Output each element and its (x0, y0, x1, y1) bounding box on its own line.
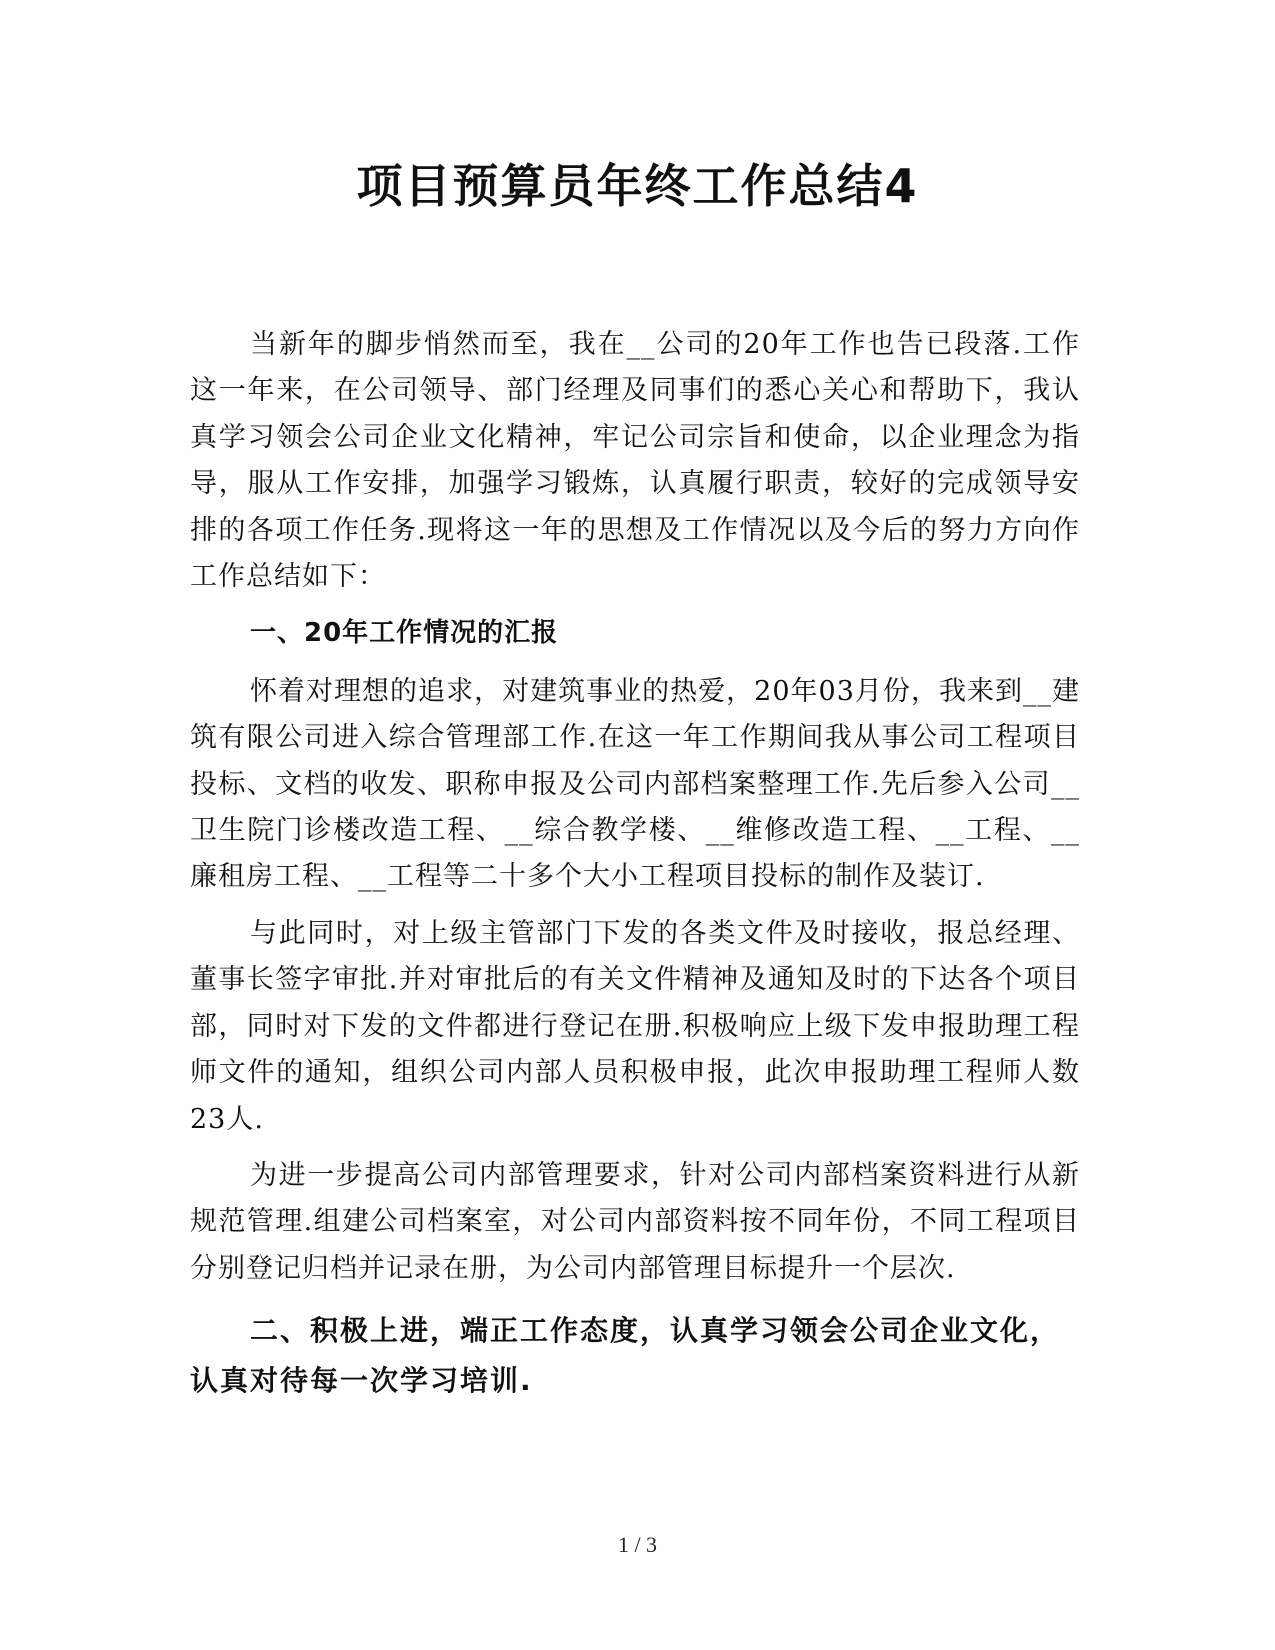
page-number: 1 / 3 (617, 1532, 658, 1557)
document-body (190, 322, 1080, 1418)
section-heading-2: 二、积极上进，端正工作态度，认真学习领会公司企业文化，认真对待每一次学习培训. (190, 1314, 1061, 1398)
body-paragraph: 怀着对理想的追求，对建筑事业的热爱，20年03月份，我来到__建筑有限公司进入综合管理部工作.在这一年工作期间我从事公司工程项目投标、文档的收发、职称申报及公司内部档案整理工作.先后参入公司__卫生院门诊楼改造工程、__综合教学楼、__维修改造工程、__工程、__廉租房工程、__工程等二十多个大小工程项目投标的制作及装订. (190, 675, 1080, 893)
body-paragraph: 为进一步提高公司内部管理要求，针对公司内部档案资料进行从新规范管理.组建公司档案室，对公司内部资料按不同年份，不同工程项目分别登记归档并记录在册，为公司内部管理目标提升一个层次. (190, 1159, 1080, 1284)
section-heading-1: 一、20年工作情况的汇报 (250, 618, 559, 649)
intro-paragraph: 当新年的脚步悄然而至，我在__公司的20年工作也告已段落.工作这一年来，在公司领导、部门经理及同事们的悉心关心和帮助下，我认真学习领会公司企业文化精神，牢记公司宗旨和使命，以企业理念为指导，服从工作安排，加强学习锻炼，认真履行职责，较好的完成领导安排的各项工作任务.现将这一年的思想及工作情况以及今后的努力方向作工作总结如下： (190, 329, 1080, 593)
document-title: 项目预算员年终工作总结4 (356, 159, 919, 213)
body-paragraph: 与此同时，对上级主管部门下发的各类文件及时接收，报总经理、董事长签字审批.并对审批后的有关文件精神及通知及时的下达各个项目部，同时对下发的文件都进行登记在册.积极响应上级下发申报助理工程师文件的通知，组织公司内部人员积极申报，此次申报助理工程师人数23人. (190, 917, 1080, 1135)
